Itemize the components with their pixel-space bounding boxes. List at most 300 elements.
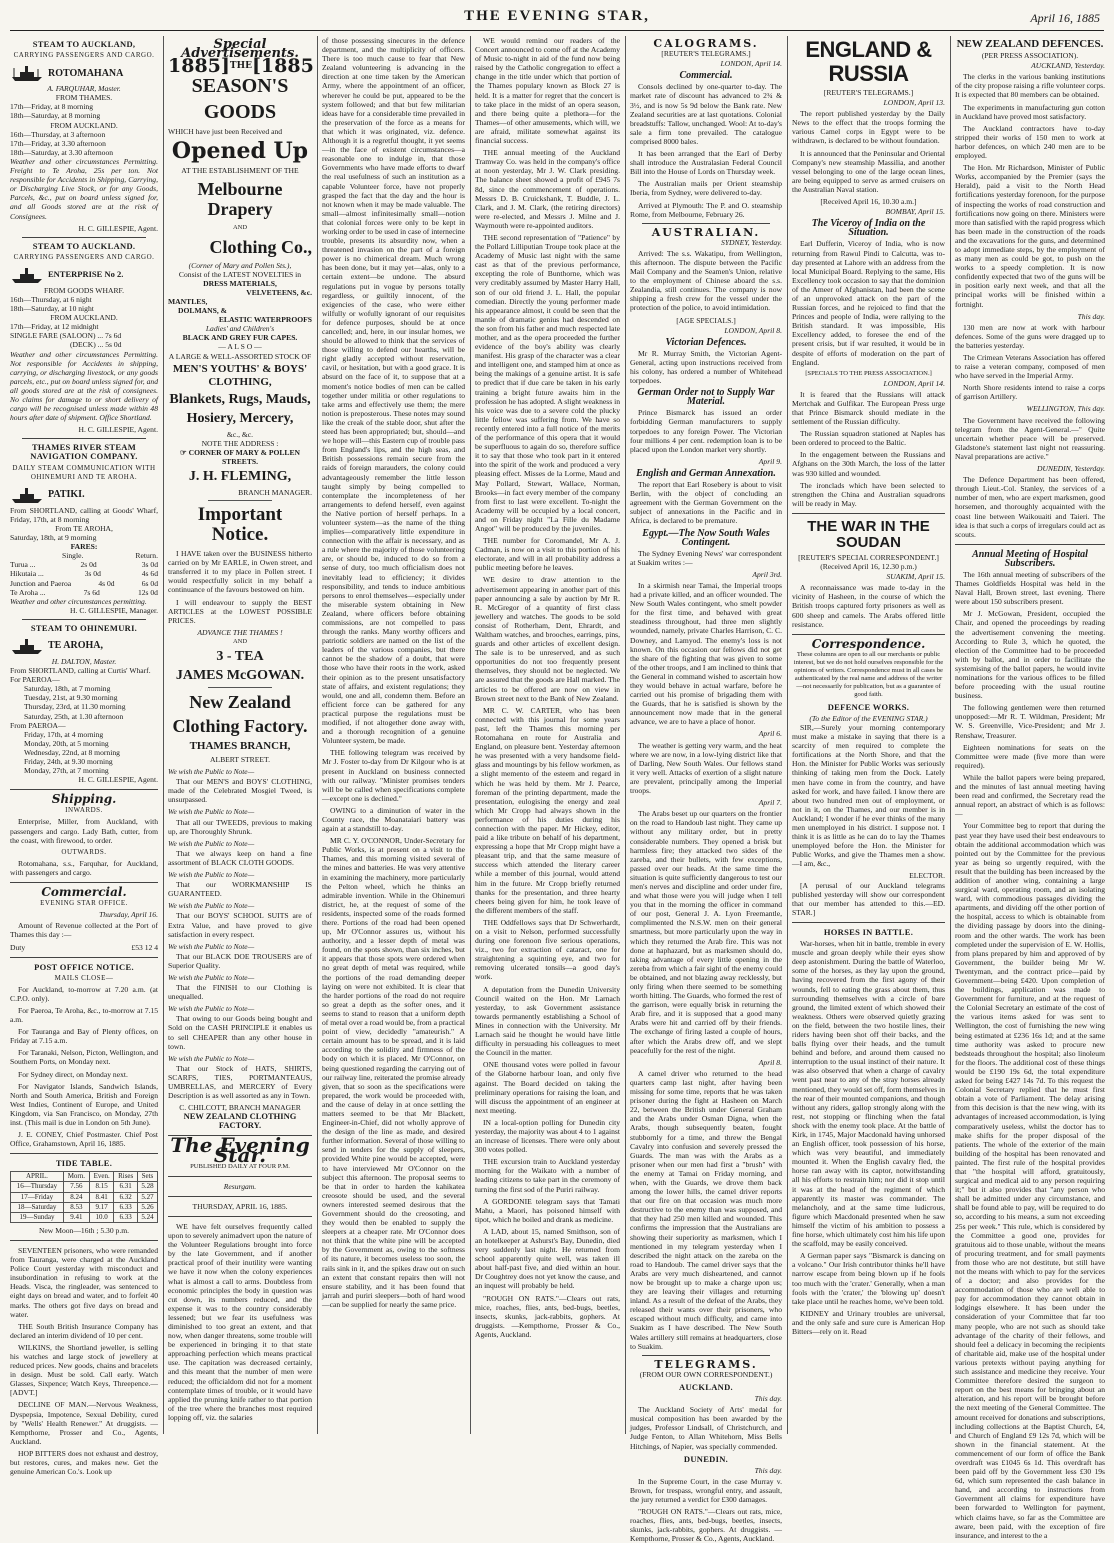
article-text: OWING to a diminution of water in the County race, the Moanataiari battery was again at a standstill to-day. [322,805,465,834]
section-heading: AUSTRALIAN. [651,225,761,239]
dateline: April 3rd. [752,569,782,579]
table-header-cell: Even. [89,1172,114,1182]
table-cell: 17—Friday [11,1192,64,1202]
article-text: Mr J. McGowan, President, occupied the Chair, and opened the proceedings by reading the advertisement convening the meeting. According to Rule 3, which he quoted, the election of the Committee had to be proceeded with by ballot, and in order to facilitate the systemising of the ballot papers, he would invite nominations for the various offices to be filled before proceeding with the usual routine business. [955,609,1105,701]
ad-headline: Important Notice. [197,504,283,546]
steamer-master: H. DALTON, Master. [51,656,117,666]
ad-text: I will endeavour to supply the BEST ARTICLES at the LOWEST POSSIBLE PRICES. [168,597,312,625]
article-text: Your Committee beg to report that during the past year they have used their best endeavours to obtain the additional accommodation which was pointed out by the Committee for the previous year as being so urgently required, with the result that the building has been increased by the addition of another wing, containing a large surgical ward, operating room, and an isolating ward, with commodious passages dividing the apartments, and dividing off the other portion of the hospital, access to which is obtainable from the dividing passage by doors into the dining-room and the other wards. The work has been completed under the supervision of E. W. Hollis, from plans prepared by him and approved of by Government, the builder being Mr W. Twentyman, and the contract price—paid by Government—being £420. Upon completion of the buildings, application was made to Government for furniture, and at the request of the Colonial Secretary an estimate of the cost of the various items asked for was sent to Wellington, the cost of furnishing the new wing being estimated at £236 16s 1d; and at the same time authority was asked to procure new bedsteads throughout the hospital; also linoleum for the floors. The additional cost of these things would be £190 19s 6d, the total expenditure asked for being £427 14s 7d. To this request the Colonial Secretary replied that he must first obtain a vote of Parliament. The delay arising from this decision is that the new wing, with its advantages of increased accommodation, is lying comparatively useless, whilst the doctor has to make shifts for the proper disposal of the patients. The whole of the exterior of the main building of the hospital has been renovated and painted. The first rule of the hospital provides that "the hospital will afford, gratuitously, surgical and medical aid to any person requiring it;" but it also provides that "any person who shall be admitted under any circumstance, and shall be found able to pay, will be required to do so, according to his means, a sum not exceeding 25s per week." This rule, which is considered by the Committee a good one, provides for gratuitous aid to those unable, without the means of procuring treatment, and for small payments from those who are not destitute, but still have not the means with which to pay for the services of a doctor; and also provides for the accommodation of those who are well able to pay for accommodation they cannot obtain in lodgings elsewhere. It has been under the consideration of your Committee that far too many people, who are not such as should take advantage of the charity of their fellows, and should feel a delicacy in becoming the recipients of charitable aid, make use of the hospital under various pretexts without paying anything for such assistance and medicine they receive. Your Committee therefore desired the surgeon to report on the best means for bringing about an alteration, and his report will be brought before the next meeting of the General Committee. The amount received for donations and subscriptions, including collections at the Baptist Church, £4, and Church of England £9 12s 7d, which will be shown in the financial statement. At the commencement of our form of office the Bank overdraft was £1045 6s 1d. This overdraft has been paid off by the Government less £30 19s 6d, which sum represented the cash balance in hand, and according to instructions from Government all claims for expenditure have been forwarded to Wellington for payment, which claims have, so far as the Committee are aware, been paid, with the exception of fire insurance, and interest to the a [955,821,1105,1540]
article-heading: HORSES IN BATTLE. [823,926,914,937]
article-text: For Auckland, to-morrow at 7.20 a.m. (at C.P.O. only). [10,984,158,1003]
steamer-note: Weather and other circumstances Permitting. Freight to Te Aroha, 25s per ton. Not responsible for Accidents in Shipping, Carrying, or Discharging Live Stock, or for any Goods, Parcels, &c., put on board unless signed for, and all Goods stored are at the risk of Consignees. [10,156,158,221]
article-text: A German paper says "Bismarck is dancing on a volcano." Our Irish contributor thinks he'll have narrow escape from being blown up if he fools too much with the 'crater.' Generally, when a man fools with the 'crater,' the 'blowing up' doesn't take place until he reaches home, we've been told. [792,1251,945,1306]
masthead [0,0,1114,30]
article-heading: DUNEDIN. [683,1453,729,1464]
article-text: "ROUGH ON RATS."—Clears out rats, mice, roaches, flies, ants, bed-bugs, beetles, insects, skunks, jack-rabbits, gophers. At druggists. —Kempthorne, Prosser & Co., Agents, Auckland. [475,1293,620,1339]
page-title: THE EVENING STAR, [464,8,650,24]
table-row [11,1192,158,1202]
dateline: April 8. [758,1057,782,1067]
fare-cell: 3s 0d [84,569,101,579]
article-text: The Defence Department has been offered, through Lieut.-Col. Stanley, the services of a number of men, who are expert marksmen, good horsemen, and thoroughly acquainted with the coast line between Waikouaiti and Taieri. The idea is that such a corps of irregulars could act as scouts. [955,475,1105,539]
table-cell: 7.56 [63,1182,89,1192]
editor-note: [A perusal of our Auckland telegrams published yesterday will show our correspondent that our member has attended to this.—ED. STAR.] [792,880,945,917]
ad-text: C. CHILCOTT, BRANCH MANAGER [179,1103,301,1113]
section-subheading: [AGE SPECIALS.] [676,315,736,325]
section-heading: Commercial. [41,885,127,900]
newspaper-nameplate: The Evening Star. [170,1133,310,1167]
article-headline: ENGLAND & RUSSIA [805,37,932,86]
fare-cell: 4s 0d [98,578,115,588]
article-text: The Russian squadron stationed at Naples has been ordered to proceed to the Baltic. [792,429,945,448]
dateline: Thursday, April 16. [99,910,158,920]
section-subheading: MAILS CLOSE— [54,973,114,982]
schedule-line: 16th—Thursday, at 3 afternoon [10,129,106,139]
column-advertisements [168,36,312,1434]
table-cell: 10.0 [89,1212,114,1222]
ad-text: MANTLES, [168,296,208,306]
column-rule [470,36,471,1434]
article-text: The following gentlemen were then returned unopposed:—Mr R. T. Wildman, President; Mr W. S. Greenville, Vice-President; and Mr J. Renshaw, Treasurer. [955,703,1105,740]
steamer-subheading: CARRYING PASSENGERS AND CARGO. [13,51,155,60]
steamer-notice [10,636,158,656]
ad-text: Ladies' and Children's [205,324,275,334]
section-heading: Correspondence. [811,636,926,651]
section-heading: TELEGRAMS. [654,1357,758,1371]
column-rule [625,36,626,1434]
steamer-note: Weather and other circumstances Permitting. Not responsible for Accidents in shipping, carrying, or discharging livestock, or any goods parcels, etc., put on board unless signed for, and all goods stored are at the risk of consignees. No claims for damage to or short delivery of cargo will be recognised unless made within 48 hours after date of shipment. Office Shortland. [10,349,158,423]
ad-headline: Opened Up [171,138,309,165]
schedule-line: Tuesday, 21st, at 9.30 morning [24,693,118,703]
schedule-line: 17th—Friday, at 8 morning [10,102,94,112]
section-subheading: [REUTER'S TELEGRAMS.] [823,88,914,97]
section-subheading: [SPECIALS TO THE PRESS ASSOCIATION.] [805,369,932,377]
ad-text: BLACK AND GREY FUR CAPES. [182,333,298,343]
article-text: The ironclads which have been selected to strengthen the China and Australian squadrons will be ready in May. [792,480,945,508]
dateline: WELLINGTON, This day. [1026,404,1105,414]
steamer-name: TE AROHA, [48,640,104,652]
duty-value: £53 12 4 [131,942,158,952]
agent-name: H. C. GILLESPIE, Agent. [78,425,158,435]
article-text: The Government have received the following telegram from the Agent-General.—" Quite uncertain whether peace will be preserved. Gladstone's statement last night not reassuring. Naval preparations are active." [955,415,1105,461]
fares-header-cell: Return. [135,551,158,561]
steamer-name: PATIKI. [48,489,85,501]
steamer-heading: STEAM TO AUCKLAND. [32,240,136,251]
section-heading: TIDE TABLE. [55,1158,113,1169]
article-text: For Paeroa, Te Aroha, &c., to-morrow at 7.15 a.m. [10,1005,158,1025]
duty-label: Duty [10,942,26,952]
article-text: For Taranaki, Nelson, Picton, Wellington, and Southern Ports, on Monday next. [10,1048,158,1067]
separator [22,237,146,238]
article-text: It is feared that the Russians will attack Mertchak and Gulfikar. The European Press urge that Prince Bismarck should mediate in the settlement of the Russian difficulty. [792,389,945,427]
article-text: "ROUGH ON RATS."—Clears out rats, mice, roaches, flies, ants, bed-bugs, beetles, insects, skunks, jack-rabbits, gophers. At druggists. —Kempthorne, Prosser & Co., Agents, Auckland. [630,1507,782,1543]
table-row [11,1212,158,1222]
separator [208,500,272,501]
table-header-cell: Rises [114,1172,137,1182]
schedule-line: Saturday, 18th, at 9 morning [10,533,97,543]
column-rule [950,36,951,1434]
ad-headline: 3 - TEA [216,649,264,664]
article-heading: German Order not to Supply War Material. [637,387,775,408]
section-subheading: EVENING STAR OFFICE. [40,899,128,908]
steamer-notice [10,265,158,285]
article-text: J. E. CONEY, Chief Postmaster. Chief Post Office, Grahamstown, April 16, 1885. [10,1130,158,1149]
year-left: 1885] [168,55,230,78]
ad-text: &c., &c. [226,429,254,439]
ad-headline: THAMES BRANCH, [189,740,291,752]
schedule-line: From SHORTLAND, calling at Goods' Wharf, Friday, 17th, at 8 morning [10,505,158,524]
ad-tagline: We wish the Public to Note— [168,767,255,777]
ad-text: A LARGE & WELL-ASSORTED STOCK OF [168,351,312,361]
dateline: LONDON, April 8. [724,325,782,335]
steamer-name: ENTERPRISE No 2. [48,269,124,280]
ad-text: That the FINISH to our Clothing is unequalled. [168,983,312,1002]
schedule-line: Friday, 24th, at 9.30 morning [24,757,113,766]
motto: Resurgam. [223,1181,257,1191]
schedule-line: Thursday, 23rd, at 11.30 morning [24,702,126,712]
separator [10,789,158,790]
schedule-line: Friday, 17th, at 4 morning [24,729,104,739]
fare-cell: 7s 6d [83,587,100,597]
fare-line: SINGLE FARE (SALOON) ... 7s 6d [10,331,122,341]
tide-table [10,1171,158,1222]
article-text: Amount of Revenue collected at the Port of Thames this day :— [10,921,158,940]
fare-cell: Hikutaia ... [10,569,44,579]
steamer-heading: STEAM TO OHINEMURI. [30,622,138,633]
separator [10,882,158,883]
dateline: LONDON, April 13. [883,98,945,108]
article-text: THE annual meeting of the Auckland Tramway Co. was held in the company's office at noon yesterday, Mr J. W. Clark presiding. The balance sheet showed a profit of £945 7s 8d, since the commencement of operations. Messrs D. B. Cruickshank, T. Buddle, J. L. Clark, and J. M. Clark, (the retiring directors) were re-elected, and Messrs J. Milne and J. Waymouth were re-appointed auditors. [475,148,620,230]
fare-row [10,588,158,597]
ad-headline: Melbourne Drapery [197,179,283,220]
steamship-icon [10,485,44,505]
column-editorial [322,36,465,1434]
article-headline: NEW ZEALAND DEFENCES. [956,38,1104,50]
dateline: This day. [754,1394,782,1404]
article-heading: English and German Annexation. [636,467,776,479]
table-cell: 16—Thursday [11,1182,64,1192]
dateline: April 9. [758,456,782,466]
article-text: A reconnaissance was made to-day in the vicinity of Hasheen, in the course of which the British troops captured forty prisoners as well as 600 sheep and camels. The Arabs offered little resistance. [792,583,945,629]
article-text: The Auckland Society of Arts' medal for musical composition has been awarded by the judges, Professor Lindsall, of Christchurch, and Judge Fenton, to Allan Whitehorn, Miss Bells Hitchings, of Napier, was specially commended. [630,1405,782,1451]
schedule-line: Saturday, 18th, at 7 morning [24,684,111,694]
fare-cell: 2s 0d [80,560,97,570]
article-text: MR C. Y. O'CONNOR, Under-Secretary for Public Works, is at present on a visit to the Thames, and this morning visited several of the mines and batteries. He was very attentive in examining the machinery, more particularly the Pelton wheel, which he thinks an admirable invention. While in the Ohinemuri district, he, at the request of some of the residents, inspected some of the roads formed there. Portions of the road had been opened up, Mr O'Connor assures us, without his authority, and a lesser depth of metal was found, on the spots shown, than six inches, but it appears that those spots were ordered when no great depth of metal was required, while the portions of the road demanding deeper laying on were not exhibited. It is clear that the harder portions of the road do not require so great a depth as the softer ones, and it seems to stand to reason that a uniform depth of metal over a road would be, from a practical point of view, decidedly "amateurish." A certain amount has to be spread, and it is laid according to the solidity and firmness of the body on which it is placed. Mr O'Connor, on being questioned regarding the carrying out of our railway line, reiterated the promise already given, that so soon as the specifications were prepared, the work would be proceeded with, and the cause of delay in at once settling the matters seemed to be that Mr Blackett, Engineer-in-Chief, did not wholly approve of the design of the line as made, and desired further information. Several of those willing to send in tenders for the supply of sleepers, provided White pine would be accepted, were to have interviewed Mr O'Connor on the subject this afternoon. The proposal seems to be that in order to harden the kahikatea creosote should be used, and the several owners interested seemed desirous that the Government should do the creosoting, and they would then be enabled to supply the sleepers at a cheaper rate. Mr O'Connor does not think that the white pine will be accepted by the Government as, owing to the softness of its nature, it becomes useless too soon, the rails sink in it, and the spikes draw out on such an extent that constant repairs then will not ensure stability, and it has been found that jarrah and puriri sleepers—both of hard wood—can be supplied for nearly the same price. [322,836,465,1309]
ad-text: NOTE THE ADDRESS : [201,438,279,448]
article-text: The 16th annual meeting of subscribers of the Thames Goldfields Hospital was held in the Naval Hall, Brown street, last evening. There were about 150 subscribers present. [955,569,1105,607]
article-text: For Sydney direct, on Monday next. [18,1069,128,1079]
article-text: Consols declined by one-quarter to-day. The market rate of discount has advanced to 2¾ & 3½, and is now 5s 9d below the Bank rate. New Zealand securities are at last quotations. Colonial breadstuffs: Tallow, unchanged. Wool: At to-day's sale a firm tone prevailed. The catalogue comprised 8000 bales. [630,82,782,146]
ad-tagline: We wish the Public to Note— [168,807,255,817]
ad-text: DOLMANS, & [178,306,227,316]
separator [22,619,146,620]
ad-text: (Corner of Mary and Pollen Sts.), [188,260,292,270]
ad-text: ELASTIC WATERPROOFS [218,315,312,325]
article-text: 130 men are now at work with harbour defences. Some of the guns were dragged up to the batteries yesterday. [955,322,1105,350]
article-text: The weather is getting very warm, and the heat where we are now, in a low-lying district like that of Darling, New South Wales. Our fellows stand it very well. Attacks of exertion of a slight nature are prevalent, principally among the Imperial troops. [630,740,782,796]
ad-text: That our BLACK DOE TROUSERS are of Superior Quality. [168,951,312,970]
received-note: [Received April 16, 10.30 a.m.] [820,197,917,207]
moon-note: New Moon—16th ; 5.30 p.m. [38,1225,130,1235]
fare-cell: Te Aroha ... [10,587,46,597]
ad-text: AND [232,224,248,232]
schedule-line: 16th—Thursday, at 6 night [10,294,92,304]
article-text: A camel driver who returned to the head quarters camp last night, after having been missing for some time, reports that he was taken prisoner during the fight at Hasheen on March 22, between the British under General Graham and the Arabs under Osman Digna, when the Arabs, though subsequently beaten, fought stubbornly for a time, and threw the Bengal Cavalry into confusion and severely pressed the Guards. The man was with the Arabs as a prisoner when our men had first a "brush" with the enemy at Tamai on Friday morning, and when, with the Guards, we drove them back among the lower hills, the camel driver reports that our fire on that occasion was much more destructive to the enemy than was supposed, and that they had 250 men killed and wounded. This confirms the impression that the Australians are showing their superiority as marksmen, which I mentioned in my telegram yesterday when I described the night attack on the zareba on the road to Handoub. The camel driver says that the Arabs are very much disheartened, and cannot now be brought up to make a charge upon us; they are leaving their villages and returning inland. As a result of the defeat of the Arabs, they released their wants over their prisoners, who escaped without much difficulty, and came into Suakim as I have described. The New South Wales artillery still remains at headquarters, close to Suakim. [630,1068,782,1351]
section-subheading: INWARDS. [65,806,103,815]
article-text: WILKINS, the Shortland jeweller, is selling his watches and large stock of jewellery at reduced prices. New goods, chains and bracelets in design. Must be sold. Call early. Watch Glasses, Sixpence; Watch Keys, Threepence.—[ADVT.] [10,1342,158,1398]
schedule-line: From TE AROHA, [55,523,113,533]
article-text: Rotomahana, s.s., Farquhar, for Auckland, with passengers and cargo. [10,858,158,877]
article-text: HOP BITTERS does not exhaust and destroy, but restores, cures, and makes new. Get the genuine American Co.'s. Look up [10,1448,158,1477]
duty-row [10,943,158,952]
table-cell: 5.24 [137,1212,157,1222]
steamship-icon [10,63,44,83]
fares-title: FARES: [70,542,98,552]
article-heading: AUCKLAND. [679,1381,733,1392]
separator [10,957,158,958]
schedule-line: 18th—Saturday, at 8 morning [10,111,101,121]
table-cell: 8.15 [89,1182,114,1192]
article-text: SEVENTEEN prisoners, who were remanded from Tauranga, were charged at the Auckland Police Court yesterday with misconduct and insubordination in refusing to work at the Heads. Visca, the ringleader, was sentenced to eight days on bread and water, and to forfeit 40 marks. The others got five days on bread and water. [10,1245,158,1319]
ad-headline: JAMES McGOWAN. [175,668,305,683]
ad-text: AND [232,637,248,645]
section-heading: Shipping. [51,792,117,807]
section-heading: POST OFFICE NOTICE. [34,961,134,972]
fare-row [10,560,158,569]
table-header-row [11,1172,158,1182]
article-text: While the ballot papers were being prepared, and the minutes of last annual meeting having been read and confirmed, the Secretary read the annual report, an abstract of which is as follows:— [955,772,1105,819]
schedule-line: Wednesday, 22nd, at 8 morning [24,747,120,757]
fare-cell: 4s 6d [141,569,158,579]
article-text: The Hon. Mr Richardson, Minister of Public Works, accompanied by the Premier (says the Herald), paid a visit to the North Head fortifications yesterday forenoon, for the purpose of inspecting the works of road construction and fortifications now going on there. Ministers were more than satisfied with the rapid progress which has been made in the construction of the roads and the excavations for the guns, and determined to adopt immediate steps, by the employment of as many men as could be got, to push on the works to a speedy completion. It is now confidently expected that two of the guns will be in position early next week, and that all the principal works will be finished within a fortnight. [955,163,1105,309]
ad-headline: Hosiery, Mercery, [186,410,294,426]
schedule-line: 18th—Saturday, at 10 night [10,304,94,314]
ad-headline: New Zealand [189,692,291,712]
article-text: WE would remind our readers of the Concert announced to come off at the Academy of Music to-night in aid of the fund now being raised by the Catholic congregation to effect a change in the title under which that portion of the Thames populary known as Block 27 is held. It is a matter for regret that the concert is to take place in the midst of an opera season, and there being quite a plethora—for the Thames—of other amusements, which will, we are afraid, militate somewhat against its financial success. [475,36,620,146]
editorial-text: WE have felt ourselves frequently called upon to severely animadvert upon the nature of the Volunteer Regulations brought into force by the late Government, and if another practical proof of their inutility were wanting we have it now when the colony experiences what is almost a call to arms. Doubtless from economic principles the body in question was cut down, its numbers reduced, and the expense it was to the country considerably lessened; but we fear its usefulness was diminished to too great an extent, and that now, when danger threatens, some trouble will be experienced in bringing it to that state approaching perfection which means practical use. The capitation was decreased certainly, and this meant that the number of men were reduced; the officialdom did not for a moment contemplate times of trouble, or it would have applied the pruning knife rather to that portion of the tree where the branches most required lopping off, viz. the salaries [168,1221,312,1422]
separator [642,223,770,224]
ad-text: That our MEN'S and BOYS' CLOTHING, made of the Celebrated Mosgiel Tweed, is unsurpassed. [168,777,312,805]
table-header-cell: Sets [137,1172,157,1182]
address-line [168,448,312,466]
article-heading: The Viceroy of India on the Situation. [811,218,926,239]
table-cell: 19—Sunday [11,1212,64,1222]
section-subheading: (FROM OUR OWN CORRESPONDENT.) [639,1369,773,1379]
agent-name: H. C. GILLESPIE, Manager. [70,605,158,615]
steamship-icon [10,265,44,285]
ad-text: That our Stock of HATS, SHIRTS, SCARFS, TIES, PORTMANTEAUS, UMBRELLAS, and MERCERY of Every Description is as well assorted as any in Town. [168,1063,312,1101]
column-war-news [792,36,945,1434]
article-text: Mr R. Murray Smith, the Victorian Agent-General, acting upon instructions received from his colony, has ordered a number of Whitehead torpedoes. [630,348,782,386]
fare-row [10,569,158,578]
article-text: The Arabs beset up our quarters on the frontier on the road to Handoub last night. They came up without any military order, but in pretty considerable numbers. They opened a brisk but harmless fire; they attacked two sides of the zareba, and their bullets, with few exceptions, passed over our heads. At the same time the situation is quite sufficiently dangerous to test our men's nerves and discipline and order under fire, and what those were you will judge when I tell you that in the morning the officer in command of our post, General J. A. Lyon Freemantle, complimented the N.S.W. men on their general smartness, but more particularly upon the way in which they returned the Arab fire. This was not done at haphazard, but as marksmen should do, taking advantage of every little opening in the zereba from which a fair sight of the enemy could be obtained, and not blazing away recklessly, but only firing when there seemed to be something worth hitting. The Guards, who formed the rest of the garrison, were equally brisk in returning the Arab fire, and it is supposed that a good many Arabs were hit and carried off by their friends. The exchange of firing lasted a couple of hours, after which the Arabs drew off, and we slept peacefully for the rest of the night. [630,809,782,1055]
ad-tagline: We wish the Public to Note— [168,972,255,982]
separator [168,1196,312,1197]
article-text: KIDNEY and Urinary troubles are universal, and the only safe and sure cure is American Hop Bitters—rely on it. Read [792,1308,945,1336]
article-text: THE second representation of "Patience" by the Pollard Lilliputian Troupe took place at the Academy of Music last night with the same cast as that of the previous performance, excepting the role of Bunthorne, which was very creditably assumed by Master Harry Hall, son of our old friend J. L. Hall, the popular comedian. Directly the young performer made his appearance almost, it could be seen that the mantle of dramatic genius had descended on the son from his father and much respected late mother, and as the opera proceeded the further evidence of the boy's ability was clearly manifest. His grasp of the character was a clear and intelligent one, and stamped him at once as being the makings of a genuine artist. It is safe to predict that if due care be taken in his early training a bright future awaits him in the profession he has adopted. A slight weakness in his voice was due to a severe cold the plucky little fellow was suffering from. We have so recently entered into a full notice of the merits of the performance of this opera that it would be superfluous to again do so, therefore suffice it to say that those who took part in it entered into the spirit of the work and produced a very pleasing effect. Misses de la Lorme, Maud and May Pollard, Stewart, Wallace, Norman, Brooks—in fact every member of the company from first to last were excellent. To-night the Academy will be occupied by a local concert, and on Friday night "La Fille du Madame Angot" will be produced by the juveniles. [475,232,620,533]
article-text: THE number for Coromandel, Mr A. J. Cadman, is now on a visit to this portion of his electorate, and will in all probability address a public meeting before he leaves. [475,536,620,573]
table-cell: 6.33 [114,1202,137,1212]
fare-row [10,579,158,588]
article-text: THE excursion train to Auckland yesterday morning for the Waikato with a number of leading citizens to take part in the ceremony of turning the first sod of the Puriri railway. [475,1157,620,1194]
ad-tagline: We wish the Public to Note— [168,901,255,911]
fare-line: (DECK) ... 5s 0d [70,340,122,350]
page-date: April 16, 1885 [1030,11,1100,25]
article-heading: Annual Meeting of Hospital Subscribers. [972,548,1088,569]
separator [792,513,945,514]
pointing-hand-icon: ☞ [179,447,187,457]
table-cell: 5.28 [137,1182,157,1192]
article-text: In the Supreme Court, in the case Murray v. Brown, for trespass, wrongful entry, and assault, the jury returned a verdict for £300 damages. [630,1476,782,1504]
column-rule [317,36,318,1434]
separator [22,438,146,439]
article-text: In the engagement between the Russians and Afghans on the 30th March, the loss of the latter was 930 killed and wounded. [792,450,945,478]
steamer-notice [10,63,158,83]
ad-tagline: We wish the Public to Note— [168,941,255,951]
ad-text: Consist of the LATEST NOVELTIES in [178,269,302,279]
ad-text: That we always keep on hand a fine assortment of BLACK CLOTH GOODS. [168,848,312,867]
ad-tagline: We wish the Public to Note— [168,838,255,848]
schedule-line: Monday, 27th, at 7 morning [24,766,109,776]
table-cell: 6.33 [114,1212,137,1222]
separator [955,544,1105,545]
table-cell: 8.41 [89,1192,114,1202]
ad-headline: J. H. FLEMING, [188,468,292,484]
article-text: The Crimean Veterans Association has offered to raise a veteran company, composed of men who have served in the Imperial Army. [955,353,1105,381]
schedule-line: FROM AUCKLAND. [50,313,118,323]
article-text: The clerks in the various banking institutions of the city propose raising a rifle volunteer corps. It is expected that 80 members can be obtained. [955,72,1105,100]
dateline: LONDON, April 14. [883,378,945,388]
steamer-note: Weather and other circumstances permitting. [10,596,147,606]
column-cablegrams [630,36,782,1543]
article-text: A GORDONIE telegram says that Tamati Mahu, a Maori, has poisoned himself with tipot, which he boiled and drank as medicine. [475,1196,620,1224]
agent-name: H. C. GILLESPIE, Agent. [78,775,158,785]
table-header-cell: Morn. [63,1172,89,1182]
article-text: Prince Bismarck has issued an order forbidding German manufacturers to supply torpedoes to any foreign Power. The Victorian four millions 4 per cent. redemption loan is to be placed upon the London market very shortly. [630,408,782,454]
ad-headline: NEW ZEALAND CLOTHING FACTORY. [183,1111,297,1131]
ad-tagline: We wish the Public to Note— [168,1053,255,1063]
fares-header-cell: Single. [62,551,84,561]
schedule-line: FROM GOODS WHARF. [43,285,125,295]
schedule-line: FROM THAMES. [55,93,113,103]
ad-text: AT THE ESTABLISHMENT OF THE [181,166,299,176]
table-row [11,1202,158,1212]
dateline: SYDNEY, Yesterday. [721,237,782,247]
article-heading: Egypt.—The Now South Wales Contingent. [642,527,770,548]
table-header-cell: APRIL. [11,1172,64,1182]
article-text: For Navigator Islands, Sandwich Islands, North and South America, British and Foreign West Indies, Continent of Europe, and United Kingdom, via San Francisco, on Monday, 27th inst. (This mail is due in London on 5th June). [10,1081,158,1127]
dateline: AUCKLAND, Yesterday. [1031,61,1105,71]
dateline: DUNEDIN, Yesterday. [1037,464,1105,474]
column-rule [787,36,788,1434]
letter-signature: ELECTOR. [909,871,945,881]
ad-text: VELVETEENS, &c. [246,287,312,297]
publication-note: PUBLISHED DAILY AT FOUR P.M. [190,1162,290,1170]
dateline: April 6. [758,729,782,739]
article-text: A deputation from the Dunedin University Council waited on the Hon. Mr Larnach yesterday, to ask Government assistance towards permanently establishing a School of Mines in connection with the University. Mr Larnach said he thought he would have little difficulty in persuading his colleagues to meet the Council in the matter. [475,984,620,1058]
table-cell: 6.31 [114,1182,137,1192]
column-rule [163,36,164,1434]
article-text: ONE thousand votes were polled in favour of the Glaborne harbour loan, and only five against. The Board decided on taking the preliminary operations for raising the loan, and will discuss the appointment of an engineer at next meeting. [475,1060,620,1115]
editorial-text: of those possessing sinecures in the defence department, and the multiplicity of officers. There is too much cause to fear that New Zealand volunteering is advancing in the direction at one time taken by the American Army, where the appointment of an officer, wherever he could be put, appeared to be the system followed; and that but few militarian ideas have for a considerable time prevailed in the preservation of the force as a means for that which it was originated, viz. defence. Although it is a regretful thought, it yet seems—in the face of existent circumstances—a reasonable one to indulge in, that those Governments who have made efforts to dwarf the real usefulness of such an institution as a capable Volunteer force, have not properly grasped the fact that the day and the hour is not known when it may be made valuable. The small—almost infinitesimally small—notion that colonial forces were only to be kept in working order to be used in case of internecine trouble, presents its absurdity now, when a threatened invasion on the part of a foreign power is no chimerical dream. Much wrong has been done, but it may yet—alas, only to a certain extent—be undone. The absurd regulations put in vogue by persons totally regardless, or guiltily innocent, of the exigencies of the case, who were either wilfully or wofully ignorant of our requisites for defence purposes, should be at once cancelled; and, here, in our insular homes, we should be allowed to think that the services of those willing to defend our hearths, will be right gladly accepted without reservation, cavil, or hesitation, but with a good grace. It is absurd on the face of it, to suppose that at a moment's notice bodies of men can be called together under militia or other regulations to take arms and effectively use them; the mere notion is preposterous. These notes may sound like the creak of the stable door, shut after the steed has been appropriated; but, should—and we hope will—this Eastern cup of trouble pass from England's lips, and the high seas, and British possessions remain secure from the raids of foreign marauders, the colony could advantageously remember the little lesson taught simply by being compelled to contemplate the incompleteness of her arrangements to defend herself, even against the Native portion of herself perhaps. In a volunteer system—as the name of the thing implies—comparatively little expenditure in connection with the affair is necessary, and as a rule where the majority of those volunteering are, or should be, induced to do so from a sense of duty, too much officialism does not inevitably lead to efficiency; it divides responsibility, and tends to induce ambitious persons to enrol themselves—especially under the miserable system obtaining in New Zealand, where officers before obtaining commissions, are not compelled to pass through the ranks. Many worthy officers and patriotic soldiers are named on the list of the leaders of the various companies, but there cannot be the shadow of a doubt, that were those who have their roots in the work, asked their opinion as to the present unsatisfactory state of affairs, and existent regulations; they would, one and all, condemn them. Before an efficient force can be gathered for any practical purpose the regulations must be modified, if not altogether done away with, and a thorough recognition of a genuine Volunteer system, be made. [322,36,465,746]
separator [10,1153,158,1154]
article-headline: THE WAR IN THE SOUDAN [807,517,930,551]
dateline: This day. [754,1465,782,1475]
article-text: Earl Dufferin, Viceroy of India, who is now returning from Rawul Pindi to Calcutta, was to-day presented at Lahore with an address from the local Municipal Board. Replying to the same, His Excellency took occasion to say that the dominion of the Ameer of Afghanistan, had been the scene of an unprovoked attack on the part of the Russian forces, and he rejoiced to find that the Princes and people of India, were rallying to the British standard. It was impossible, His Excellency added, to foresee the end of the present crisis, but if war resulted, it would be in despite of efforts of moderation on the part of England. [792,239,945,367]
table-cell: 18—Saturday [11,1202,64,1212]
separator [792,922,945,923]
article-text: THE South British Insurance Company has declared an interim dividend of 10 per cent. [10,1321,158,1340]
column-local-news [475,36,620,1434]
schedule-line: 18th—Saturday, at 3.30 afternoon [10,147,114,157]
table-row [11,1182,158,1192]
article-heading: Commercial. [679,70,733,82]
article-text: Enterprise, Miller, from Auckland, with passengers and cargo. Lady Bath, cutter, from the coast, with firewood, to order. [10,817,158,845]
article-text: IN a local-option polling for Dunedin city yesterday, the majority was about 4 to 1 against an increase of licenses. There were only about 300 votes polled. [475,1117,620,1155]
ad-text: BRANCH MANAGER. [238,487,312,497]
agent-name: H. C. GILLESPIE, Agent. [78,223,158,233]
schedule-line: Monday, 20th, at 5 morning [24,738,109,748]
column-defences [955,36,1105,1540]
article-heading: Victorian Defences. [665,336,747,348]
steamer-name: ROTOMAHANA [48,67,124,79]
separator [10,1240,158,1241]
ad-headline: SEASON'S GOODS [191,75,289,124]
fare-cell: 6s 0d [141,578,158,588]
article-text: The Sydney Evening News' war correspondent at Suakim writes :— [630,548,782,567]
article-text: Arrived at Plymouth: The P. and O. steamship Rome, from Melbourne, February 26. [630,200,782,219]
ad-text: That our BOYS' SCHOOL SUITS are of Extra Value, and have proved to give satisfaction in every respect. [168,911,312,939]
article-text: For Tauranga and Bay of Plenty offices, on Friday at 7.15 a.m. [10,1027,158,1046]
table-cell: 9.41 [63,1212,89,1222]
fare-cell: Junction and Paeroa [10,578,72,588]
fare-cell: Turua ... [10,560,36,570]
schedule-line: From PAEROA— [10,720,66,730]
letter-text: SIR,—Surely your morning contemporary must make a mistake in saying that there is a scarcity of men required to complete the fortifications at the North Shore, and that the Hon. the Minister for Public Works was seriously thinking of taking men from the Dock. Lately men have come in from the country, and have asked for work, and have failed. I know there are about two hundred men out of employment, or not in it, on the Thames, and our member is in Auckland; I wonder if he ever thinks of the many men unemployed in his district. I suppose not. I think it is as little as he can do to lay the Thames unemployed before the Hon. the Minister for Public Works, and give the Thames men a show.—I am, &c., [792,722,945,869]
steamer-heading: THAMES RIVER STEAM NAVIGATION COMPANY. [30,442,138,462]
season-banner [168,55,314,78]
separator [208,687,272,688]
table-cell: 6.32 [114,1192,137,1202]
article-text: War-horses, when hit in battle, tremble in every muscle and groan deeply while their eyes show deep astonishment. During the battle of Waterloo, some of the horses, as they lay upon the ground, having recovered from the first agony of their wounds, fell to eating the grass about them, thus surrounding themselves with a circle of bare ground, the limited extent of which showed their weakness. Others were observed quietly grazing on the field, between the two hostile lines, their riders having been shot off their backs, and the balls flying over their heads, and the tumult behind and before, and around them caused no interruption to the usual instinct of their nature. It was also observed that when a charge of cavalry went past near to any of the stray horses already mentioned, they would set off, form themselves in the rear of their mounted companions, and though without any riders, gallop strongly along with the rest, not stopping or flinching when the fatal shock with the enemy took place. At the battle of Kirk, in 1745, Major Macdonald having unhorsed an English officer, took possession of his horse, which was very beautiful, and immediately mounted it. When the English cavalry fled, the horse ran away with its captor, notwithstanding all his efforts to restrain him; nor did it stop until it was at the head of the regiment of which apparently its master was commander. The melancholy, and at the same time ludicrous, figure which Macdonald presented when he saw himself the victim of his ambition to possess a fine horse, which ultimately cost him his life upon the scaffold, may be easily conceived. [792,939,945,1249]
schedule-line: 17th—Friday, at 12 midnight [10,322,99,332]
ad-headline: Clothing Co., [209,236,312,257]
dateline: SUAKIM, April 15. [886,572,945,582]
section-subheading: (PER PRESS ASSOCIATION). [981,51,1079,61]
article-text: THE following telegram was received by Mr J. Foster to-day from Dr Kilgour who is at present in Auckland on business connected with our railway. "Minister promises tenders will be be called when specifications complete—except one is declined." [322,748,465,803]
ad-tagline: We wish the Public to Note— [168,870,255,880]
section-subheading: (To the Editor of the EVENING STAR.) [809,713,928,723]
steamer-heading: STEAM TO AUCKLAND, [32,39,136,49]
fare-cell: 12s 0d [137,587,158,597]
table-cell: 5.26 [137,1202,157,1212]
article-text: It is announced that the Peninsular and Oriental Company's new steamship Massilia, and another vessel belonging to one of the large ocean lines, are being equipped to serve as armed cruisers on the Australian Naval station. [792,148,945,194]
dateline: LONDON, April 14. [720,59,782,69]
ad-text: That owing to our Goods being bought and Sold on the CASH PRINCIPLE it enables us to sell CHEAPER than any other house in town. [168,1014,312,1051]
article-text: MR C. W. CARTER, who has been connected with this journal for some years past, left the Thames this morning per Rotomahana en route for Australia and England, on pleasure bent. Yesterday afternoon he was presented with a very handsome field-glass and mountings by his fellow workmen, as a slight memento of the esteem and regard in which he was held by them. Mr J. Pearce, foreman of the printing department, made the presentation, eulogising the energy and zeal which Mr Cropp had always shown in the performance of his duties during his connection with the paper. Mr Hickey, editor, paid a like tribute on behalf of his department, expressing a hope that Mr Cropp might have a pleasant trip, and that the same measure of success which attended the literary career while a member of this journal, would attend him in the future. Mr Cropp briefly returned thanks for the presentation, and three hearty cheers being given for him, he took leave of the different members of the staff. [475,705,620,915]
received-note: (Received April 16, 12.30 p.m.) [820,562,917,572]
section-subheading: [REUTER'S SPECIAL CORRESPONDENT.] [798,552,939,562]
steamer-master: A. FARQUHAR, Master. [47,84,121,94]
separator [168,1176,312,1177]
article-text: The Auckland contractors have to-day stripped their works of 150 men to work at harbor defences, on which 240 men are to be employed. [955,123,1105,161]
fares-header [10,551,158,560]
fare-cell: 3s 0d [141,560,158,570]
article-text: Eighteen nominations for seats on the Committee were made (five more than were required). [955,742,1105,770]
ad-headline: Blankets, Rugs, Mauds, [169,391,311,407]
section-subheading: OUTWARDS. [61,847,107,856]
masthead-rule [10,30,1104,31]
ad-text: ALBERT STREET. [209,755,270,764]
